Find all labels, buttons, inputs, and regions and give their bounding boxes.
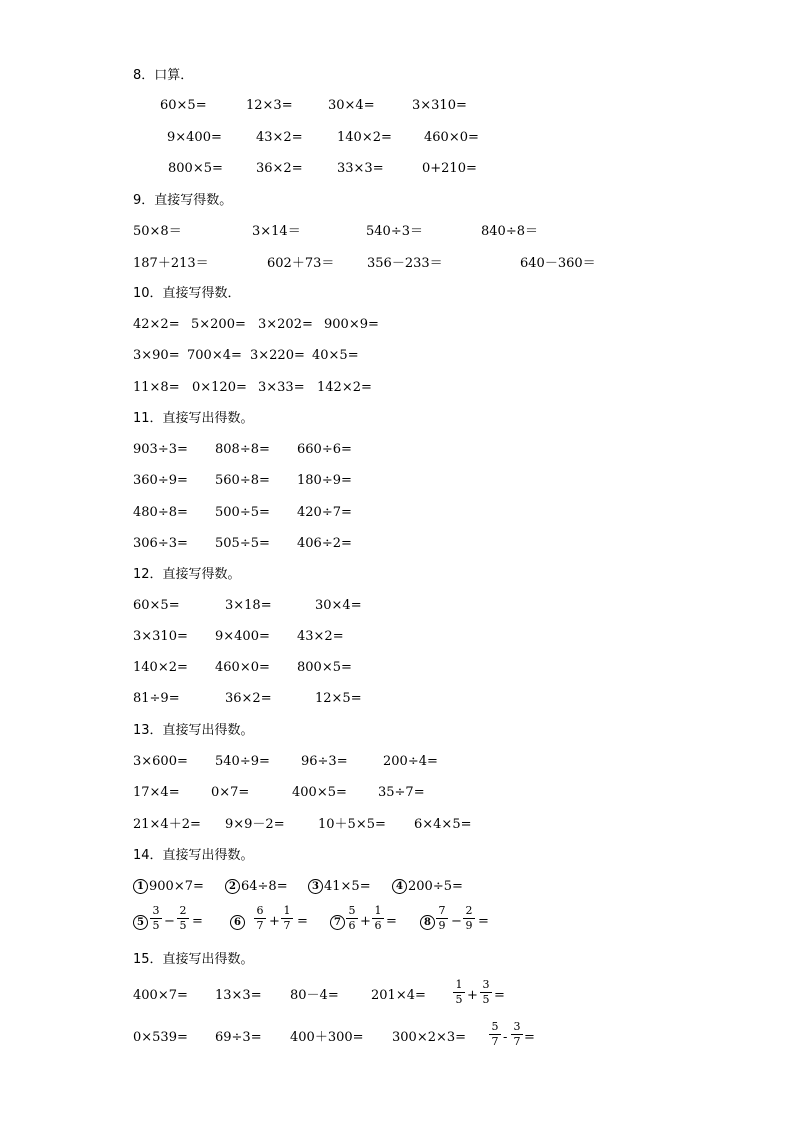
problem: 9×400= — [167, 130, 222, 145]
equals: = — [386, 914, 397, 929]
problem: 3×90= — [133, 348, 180, 363]
problem: 13×3= — [215, 988, 262, 1003]
problem: 400×5= — [292, 785, 347, 800]
problem: 460×0= — [215, 660, 270, 675]
problem: 540÷3＝ — [366, 224, 423, 239]
problem: 903÷3= — [133, 442, 188, 457]
problem: 43×2= — [297, 629, 344, 644]
problem: 400＋300= — [290, 1030, 364, 1045]
problem: 3×220= — [250, 348, 305, 363]
problem: 140×2= — [337, 130, 392, 145]
section-13-title: 13．直接写出得数。 — [133, 723, 254, 738]
problem: 36×2= — [225, 691, 272, 706]
section-9-title: 9．直接写得数。 — [133, 193, 233, 208]
problem: 360÷9= — [133, 473, 188, 488]
problem: 3×14＝ — [252, 224, 301, 239]
problem: 602＋73＝ — [267, 256, 335, 271]
problem: 9×400= — [215, 629, 270, 644]
fraction: 5 7 — [489, 1021, 501, 1048]
problem: 900×9= — [324, 317, 379, 332]
problem: 1 900×7= — [133, 879, 204, 895]
problem: 17×4= — [133, 785, 180, 800]
problem: 140×2= — [133, 660, 188, 675]
problem: 0×539= — [133, 1030, 188, 1045]
problem: 420÷7= — [297, 505, 352, 520]
fraction: 3 7 — [511, 1021, 523, 1048]
problem: 3×18= — [225, 598, 272, 613]
problem: 60×5= — [160, 98, 207, 113]
problem: 306÷3= — [133, 536, 188, 551]
problem: 11×8= — [133, 380, 180, 395]
problem: 33×3= — [337, 161, 384, 176]
circled-number: 7 — [330, 915, 346, 931]
fraction: 2 9 — [463, 905, 475, 932]
equals: = — [192, 914, 203, 929]
problem: 36×2= — [256, 161, 303, 176]
problem: 12×3= — [246, 98, 293, 113]
problem: 30×4= — [328, 98, 375, 113]
problem: 3×310= — [412, 98, 467, 113]
section-11-title: 11．直接写出得数。 — [133, 411, 254, 426]
fraction: 1 6 — [372, 905, 384, 932]
problem: 400×7= — [133, 988, 188, 1003]
problem: 505÷5= — [215, 536, 270, 551]
problem: 6×4×5= — [414, 817, 472, 832]
equals: = — [524, 1030, 535, 1045]
problem: 3×33= — [258, 380, 305, 395]
fraction: 5 6 — [346, 905, 358, 932]
problem: 840÷8＝ — [481, 224, 538, 239]
circled-number: 5 — [133, 915, 149, 931]
fraction: 1 5 — [453, 979, 465, 1006]
problem: 142×2= — [317, 380, 372, 395]
problem: 560÷8= — [215, 473, 270, 488]
problem: 9×9－2= — [225, 817, 285, 832]
problem: 42×2= — [133, 317, 180, 332]
problem: 81÷9= — [133, 691, 180, 706]
problem: 660÷6= — [297, 442, 352, 457]
operator: + — [269, 914, 280, 929]
problem: 700×4= — [187, 348, 242, 363]
problem: 800×5= — [297, 660, 352, 675]
section-8-title: 8．口算． — [133, 68, 194, 83]
problem: 96÷3= — [301, 754, 348, 769]
problem: 43×2= — [256, 130, 303, 145]
section-15-title: 15．直接写出得数。 — [133, 952, 254, 967]
problem: 187＋213＝ — [133, 256, 209, 271]
fraction: 6 7 — [254, 905, 266, 932]
problem: 640－360＝ — [520, 256, 596, 271]
problem: 2 64÷8= — [225, 879, 288, 895]
problem: 201×4= — [371, 988, 426, 1003]
problem: 3×600= — [133, 754, 188, 769]
problem: 0+210= — [422, 161, 477, 176]
problem: 356－233＝ — [367, 256, 443, 271]
fraction: 2 5 — [177, 905, 189, 932]
problem: 500÷5= — [215, 505, 270, 520]
equals: = — [297, 914, 308, 929]
problem: 460×0= — [424, 130, 479, 145]
problem: 540÷9= — [215, 754, 270, 769]
fraction: 3 5 — [480, 979, 492, 1006]
operator: − — [451, 914, 462, 929]
problem: 480÷8= — [133, 505, 188, 520]
problem: 406÷2= — [297, 536, 352, 551]
circled-number: 4 — [392, 879, 407, 894]
problem: 0×120= — [192, 380, 247, 395]
circled-number: 2 — [225, 879, 240, 894]
problem: 4 200÷5= — [392, 879, 463, 895]
operator: - — [503, 1030, 508, 1045]
problem: 3 41×5= — [308, 879, 371, 895]
problem: 0×7= — [211, 785, 250, 800]
section-12-title: 12．直接写得数。 — [133, 567, 241, 582]
section-10-title: 10．直接写得数． — [133, 286, 241, 301]
problem: 200÷4= — [383, 754, 438, 769]
problem: 69÷3= — [215, 1030, 262, 1045]
problem: 21×4＋2= — [133, 817, 201, 832]
operator: − — [164, 914, 175, 929]
circled-number: 1 — [133, 879, 148, 894]
problem: 3×202= — [258, 317, 313, 332]
problem: 3×310= — [133, 629, 188, 644]
problem: 180÷9= — [297, 473, 352, 488]
circled-number: 6 — [230, 915, 246, 931]
problem: 5×200= — [191, 317, 246, 332]
problem: 12×5= — [315, 691, 362, 706]
equals: = — [478, 914, 489, 929]
fraction: 3 5 — [150, 905, 162, 932]
fraction: 1 7 — [281, 905, 293, 932]
section-14-title: 14．直接写出得数。 — [133, 848, 254, 863]
fraction: 7 9 — [436, 905, 448, 932]
operator: + — [467, 988, 478, 1003]
problem: 50×8＝ — [133, 224, 182, 239]
problem: 10＋5×5= — [318, 817, 386, 832]
problem: 60×5= — [133, 598, 180, 613]
problem: 300×2×3= — [392, 1030, 467, 1045]
problem: 30×4= — [315, 598, 362, 613]
problem: 80－4= — [290, 988, 339, 1003]
problem: 808÷8= — [215, 442, 270, 457]
problem: 800×5= — [168, 161, 223, 176]
operator: + — [360, 914, 371, 929]
problem: 35÷7= — [378, 785, 425, 800]
circled-number: 8 — [420, 915, 436, 931]
problem: 40×5= — [312, 348, 359, 363]
circled-number: 3 — [308, 879, 323, 894]
equals: = — [494, 988, 505, 1003]
